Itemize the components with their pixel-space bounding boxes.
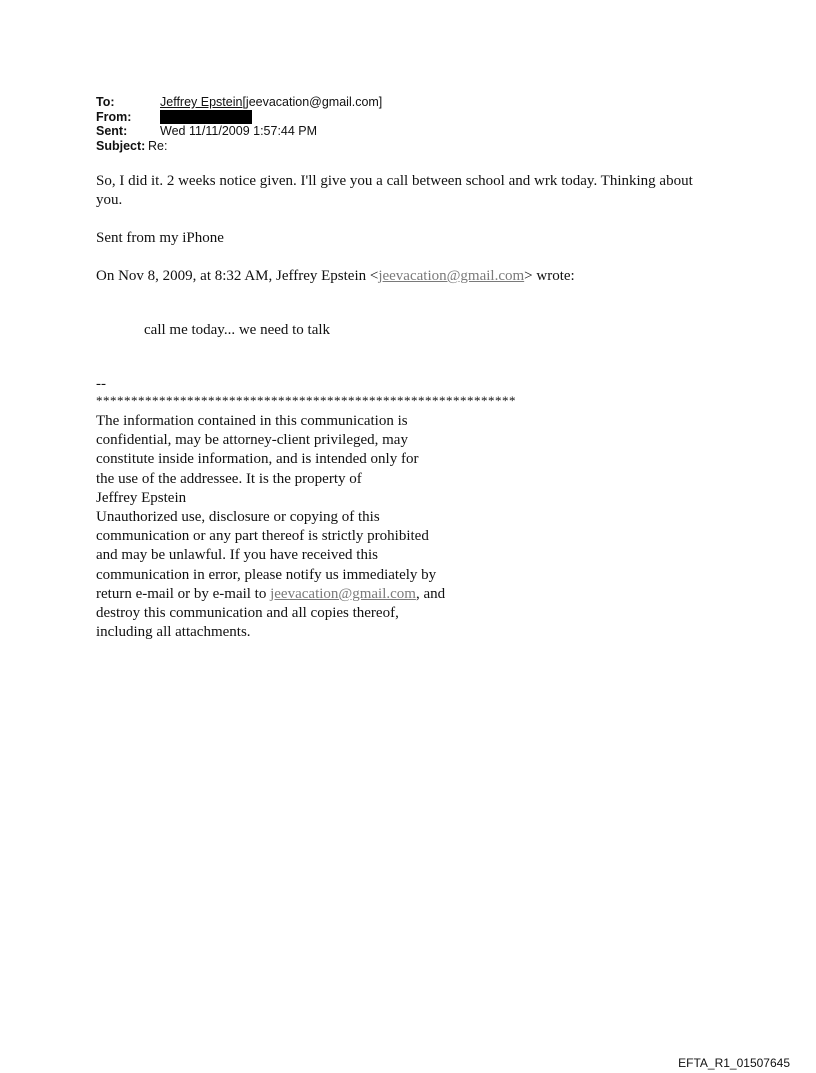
- disclaimer-line: The information contained in this communication is: [96, 413, 408, 429]
- to-label: To:: [96, 95, 115, 109]
- quote-prefix: On Nov 8, 2009, at 8:32 AM, Jeffrey Epstein <: [96, 268, 379, 284]
- disclaimer-line: including all attachments.: [96, 624, 251, 641]
- from-row: [96, 110, 382, 125]
- disclaimer: [96, 412, 476, 642]
- asterisk-line: ************************************************************: [96, 393, 516, 408]
- disclaimer-line: constitute inside information, and is intended only for: [96, 451, 419, 468]
- email-header: [96, 95, 382, 153]
- from-label: From:: [96, 109, 132, 124]
- subject-row: [96, 139, 382, 154]
- quoted-message: call me today... we need to talk: [144, 322, 331, 338]
- signature: Sent from my iPhone: [96, 230, 224, 246]
- sent-label: Sent:: [96, 124, 128, 138]
- subject-label: Subject:: [96, 138, 146, 153]
- disclaimer-line-with-link: [96, 585, 476, 604]
- sent-value: Wed 11/11/2009 1:57:44 PM: [160, 124, 318, 138]
- disclaimer-post-link: , and: [415, 585, 446, 602]
- quote-attribution: [96, 267, 575, 286]
- to-name: Jeffrey Epstein: [160, 95, 243, 109]
- quote-suffix: > wrote:: [524, 268, 575, 284]
- message-text: So, I did it. 2 weeks notice given. I'll give you a call between school and wrk today. Thinking about you.: [96, 173, 693, 208]
- disclaimer-line: destroy this communication and all copies thereof,: [96, 605, 399, 622]
- disclaimer-line: Jeffrey Epstein: [96, 489, 187, 506]
- subject-value: Re:: [148, 138, 168, 153]
- disclaimer-pre-link: return e-mail or by e-mail to: [96, 585, 271, 602]
- redaction-bar: [160, 110, 252, 124]
- disclaimer-line: confidential, may be attorney-client privileged, may: [96, 432, 408, 449]
- separator: --: [96, 376, 106, 392]
- to-email: [jeevacation@gmail.com]: [242, 95, 383, 109]
- to-row: [96, 95, 382, 110]
- disclaimer-line: and may be unlawful. If you have received this: [96, 547, 378, 564]
- document-id: EFTA_R1_01507645: [678, 1056, 790, 1070]
- disclaimer-email-link[interactable]: jeevacation@gmail.com: [270, 585, 416, 602]
- disclaimer-line: communication or any part thereof is strictly prohibited: [96, 528, 429, 545]
- sent-row: [96, 124, 382, 139]
- quote-email-link[interactable]: jeevacation@gmail.com: [378, 268, 525, 284]
- disclaimer-line: Unauthorized use, disclosure or copying of this: [96, 509, 380, 526]
- disclaimer-line: the use of the addressee. It is the property of: [96, 470, 362, 487]
- disclaimer-line: communication in error, please notify us immediately by: [96, 566, 437, 583]
- to-value: [160, 95, 382, 110]
